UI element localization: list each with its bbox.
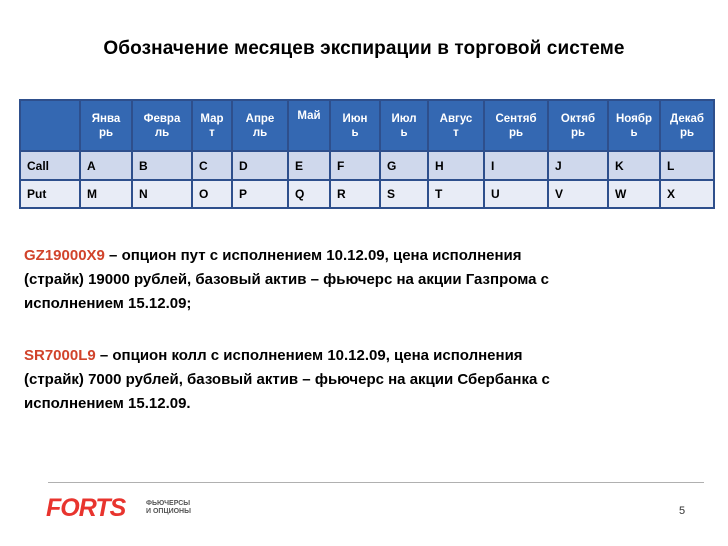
month-header-cell: Сентяб рь <box>484 100 548 151</box>
put-code-cell: W <box>608 180 660 208</box>
month-header-cell: Мар т <box>192 100 232 151</box>
expiration-months-table <box>19 99 715 209</box>
table-row-put <box>20 180 714 208</box>
month-header-cell: Октяб рь <box>548 100 608 151</box>
page-number: 5 <box>679 505 686 517</box>
put-code-cell: T <box>428 180 484 208</box>
month-header-cell: Февра ль <box>132 100 192 151</box>
call-code-cell: I <box>484 151 548 180</box>
put-code-cell: S <box>380 180 428 208</box>
call-code-cell: B <box>132 151 192 180</box>
table-corner-cell <box>20 100 80 151</box>
month-header-cell: Май <box>288 100 330 151</box>
put-code-cell: P <box>232 180 288 208</box>
month-header-cell: Июн ь <box>330 100 380 151</box>
put-code-cell: U <box>484 180 548 208</box>
row-label-put: Put <box>20 180 80 208</box>
call-code-cell: G <box>380 151 428 180</box>
put-code-cell: N <box>132 180 192 208</box>
option-code: SR7000L9 <box>24 347 96 364</box>
call-code-cell: F <box>330 151 380 180</box>
month-header-cell: Янва рь <box>80 100 132 151</box>
put-code-cell: X <box>660 180 714 208</box>
call-code-cell: C <box>192 151 232 180</box>
call-code-cell: D <box>232 151 288 180</box>
put-code-cell: M <box>80 180 132 208</box>
option-code: GZ19000X9 <box>24 247 105 264</box>
call-code-cell: A <box>80 151 132 180</box>
put-code-cell: Q <box>288 180 330 208</box>
call-code-cell: L <box>660 151 714 180</box>
table-row-call <box>20 151 714 180</box>
call-code-cell: H <box>428 151 484 180</box>
call-code-cell: J <box>548 151 608 180</box>
forts-logo-subtitle: ФЬЮЧЕРСЫ И ОПЦИОНЫ <box>146 500 191 515</box>
month-header-cell: Апре ль <box>232 100 288 151</box>
table-header-row <box>20 100 714 151</box>
row-label-call: Call <box>20 151 80 180</box>
put-code-cell: O <box>192 180 232 208</box>
slide-title: Обозначение месяцев экспирации в торговой системе <box>103 38 625 59</box>
example-put-option: GZ19000X9 – опцион пут с исполнением 10.12.09, цена исполнения (страйк) 19000 рублей, базовый актив – фьючерс на акции Газпрома с исполнением 15.12.09; <box>24 247 549 312</box>
month-header-cell: Ноябр ь <box>608 100 660 151</box>
put-code-cell: R <box>330 180 380 208</box>
month-header-cell: Авгус т <box>428 100 484 151</box>
call-code-cell: K <box>608 151 660 180</box>
month-header-cell: Декаб рь <box>660 100 714 151</box>
put-code-cell: V <box>548 180 608 208</box>
example-call-option: SR7000L9 – опцион колл с исполнением 10.12.09, цена исполнения (страйк) 7000 рублей, базовый актив – фьючерс на акции Сбербанка с исполнением 15.12.09. <box>24 347 550 412</box>
footer-divider <box>48 482 704 483</box>
month-header-cell: Июл ь <box>380 100 428 151</box>
forts-logo-text: FORTS <box>46 494 126 522</box>
call-code-cell: E <box>288 151 330 180</box>
